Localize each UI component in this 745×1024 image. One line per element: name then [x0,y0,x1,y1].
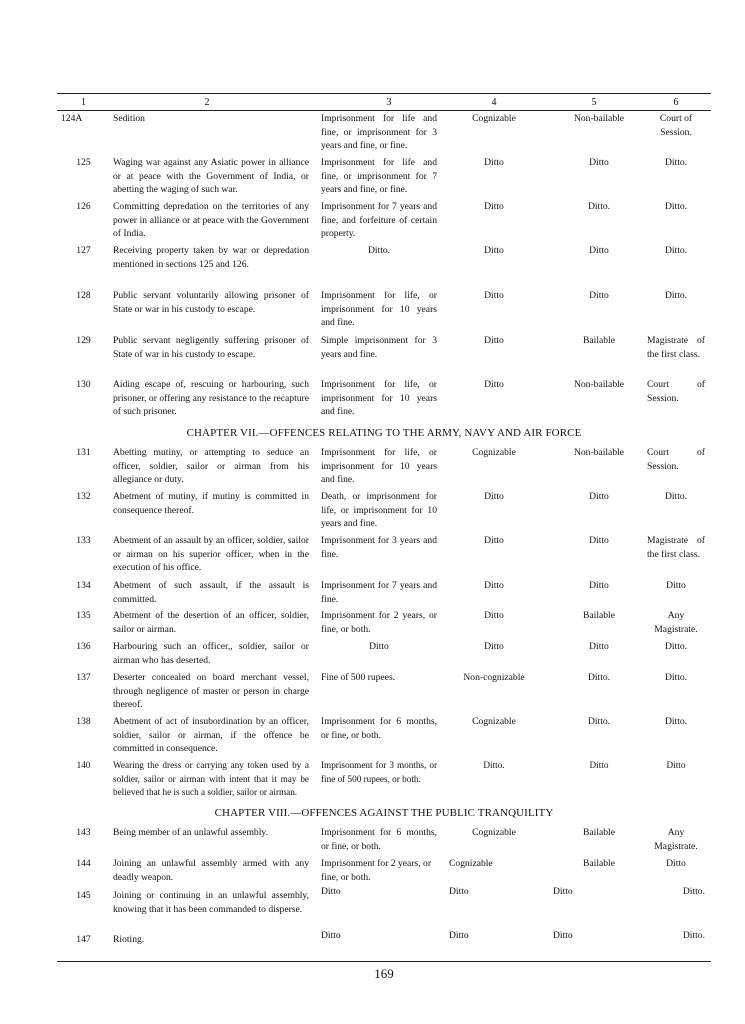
offence-text: Joining or continuing in an unlawful assembly, knowing that it has been commanded to disperse. [113,890,309,915]
section-number: 134 [76,580,91,591]
punishment-text: Fine of 500 rupees. [321,672,396,683]
court-cell: Ditto. [664,290,688,301]
section-number: 131 [76,447,91,458]
punishment-text: Imprisonment for 3 months, or fine of 500 rupees, or both. [321,760,437,784]
column-header-5: 5 [591,97,597,108]
cognizable-cell: Ditto [484,610,504,621]
section-number: 135 [76,610,91,621]
court-cell: Ditto [666,760,686,770]
offence-text: Committing depredation on the territories of any power in alliance or at peace with the Government of India. [113,201,309,240]
offence-text: Abetment of the desertion of an officer, soldier, sailor or airman. [113,610,309,635]
cognizable-cell: Ditto [484,245,504,256]
offence-text: Rioting. [113,934,145,945]
court-cell: Ditto. [664,672,688,683]
offence-text: Wearing the dress or carrying any token used by a soldier, sailor or airman with intent that it may be believed that he is such a soldier, sailor or airman. [113,760,309,798]
offence-text: Joining an unlawful assembly armed with any deadly weapon. [113,858,309,883]
bailable-cell: Ditto [589,535,609,546]
section-number: 147 [76,934,91,945]
cognizable-cell: Ditto [484,201,504,212]
court-cell: Magistrate of the first class. [647,335,705,360]
punishment-text: Ditto [321,930,341,941]
bailable-cell: Ditto. [587,716,611,727]
punishment-text: Imprisonment for life and fine, or imprisonment for 7 years and fine, or fine. [321,157,437,196]
bailable-cell: Ditto. [587,672,611,683]
section-number: 143 [76,827,91,838]
header-rule [57,110,711,111]
punishment-text: Ditto [321,886,341,897]
bailable-cell: Ditto [589,290,609,301]
chapter-heading: CHAPTER VIII.—OFFENCES AGAINST THE PUBLIC TRANQUILITY [214,807,554,819]
court-cell: Court of Session. [647,447,705,472]
bailable-cell: Non-bailable [573,379,625,390]
section-number: 127 [76,245,91,256]
punishment-text: Ditto. [367,245,391,256]
punishment-text: Imprisonment for 3 years and fine. [321,535,437,560]
bailable-cell: Bailable [583,827,615,838]
punishment-text: Imprisonment for 6 months, or fine, or both. [321,827,437,852]
court-cell: Ditto. [682,886,705,897]
court-cell: Court of Session. [659,113,693,138]
offence-text: Aiding escape of, rescuing or harbouring, such prisoner, or offering any resistance to the recapture of such prisoner. [113,379,309,418]
court-cell: Ditto. [664,491,688,502]
cognizable-cell: Non-cognizable [463,672,525,683]
punishment-text: Imprisonment for 6 months, or fine, or both. [321,716,437,741]
cognizable-cell: Cognizable [472,827,516,838]
section-number: 129 [76,335,91,346]
offence-text: Receiving property taken by war or depredation mentioned in sections 125 and 126. [113,245,309,270]
cognizable-cell: Ditto [484,157,504,168]
punishment-text: Imprisonment for life, or imprisonment for 10 years and fine. [321,379,437,418]
column-header-1: 1 [81,97,86,108]
cognizable-cell: Ditto [484,580,504,591]
cognizable-cell: Ditto [484,290,504,301]
bailable-cell: Ditto [589,491,609,502]
punishment-text: Simple imprisonment for 3 years and fine. [321,335,437,360]
bailable-cell: Ditto [589,760,609,770]
court-cell: Court of Session. [647,379,705,404]
court-cell: Ditto. [664,641,688,652]
document-page [57,0,711,1024]
bailable-cell: Non-bailable [573,447,625,458]
column-header-2: 2 [204,97,210,108]
offence-text: Public servant negligently suffering prisoner of State of war in his custody to escape. [113,335,309,360]
punishment-text: Imprisonment for life, or imprisonment for 10 years and fine. [321,447,437,486]
offence-text: Being member of an unlawful assembly. [113,827,268,838]
bottom-rule [57,961,711,962]
bailable-cell: Ditto [589,580,609,591]
bailable-cell: Ditto [589,641,609,652]
offence-text: Waging war against any Asiatic power in alliance or at peace with the Government of India, or abetting the waging of such war. [113,157,309,196]
cognizable-cell: Ditto [484,641,504,652]
section-number: 133 [76,535,91,546]
punishment-text: Ditto [369,641,389,652]
cognizable-cell: Cognizable [472,113,516,124]
column-header-6: 6 [673,97,679,108]
cognizable-cell: Ditto [484,491,504,502]
cognizable-cell: Cognizable [449,858,493,869]
court-cell: Any Magistrate. [654,827,698,852]
punishment-text: Imprisonment for 2 years, or fine, or both. [321,610,437,635]
cognizable-cell: Ditto [449,930,469,941]
court-cell: Ditto. [664,157,688,168]
offence-text: Public servant voluntarily allowing prisoner of State or war in his custody to escape. [113,290,309,315]
bailable-cell: Ditto [589,245,609,256]
court-cell: Ditto [666,580,686,591]
cognizable-cell: Cognizable [472,716,516,727]
section-number: 136 [76,641,91,652]
column-header-3: 3 [386,97,392,108]
punishment-text: Imprisonment for life, or imprisonment for 10 years and fine. [321,290,437,329]
cognizable-cell: Ditto [449,886,469,897]
section-number: 130 [76,379,91,390]
cognizable-cell: Ditto [484,335,504,346]
bailable-cell: Non-bailable [573,113,625,124]
section-number: 140 [76,760,91,770]
bailable-cell: Bailable [583,610,615,621]
court-cell: Ditto. [682,930,705,941]
chapter-heading: CHAPTER VII.—OFFENCES RELATING TO THE ARMY, NAVY AND AIR FORCE [186,427,582,439]
offence-text: Abetment of an assault by an officer, soldier, sailor or airman on his superior officer, when in the execution of his office. [113,535,309,574]
punishment-text: Imprisonment for 7 years and fine, and forfeiture of certain property. [321,201,437,240]
section-number: 126 [76,201,91,212]
section-number: 132 [76,491,91,502]
punishment-text: Imprisonment for 2 years, or fine, or both. [321,858,432,883]
offence-text: Abetting mutiny, or attempting to seduce an officer, soldier, sailor or airman from his allegiance or duty. [113,447,309,486]
bailable-cell: Ditto. [587,201,611,212]
page-number: 169 [374,966,394,981]
section-number: 144 [76,858,91,869]
bailable-cell: Bailable [583,335,615,346]
section-number: 145 [76,890,91,901]
offence-text: Abetment of such assault, if the assault is committed. [113,580,309,605]
top-rule [57,93,711,94]
section-number: 128 [76,290,91,301]
cognizable-cell: Ditto [484,379,504,390]
court-cell: Ditto. [664,716,688,727]
section-number: 125 [76,157,91,168]
bailable-cell: Ditto [553,886,573,897]
punishment-text: Imprisonment for 7 years and fine. [321,580,437,605]
cognizable-cell: Ditto [484,535,504,546]
bailable-cell: Ditto [589,157,609,168]
bailable-cell: Ditto [553,930,573,941]
section-number: 138 [76,716,91,727]
column-header-4: 4 [491,97,497,108]
punishment-text: Death, or imprisonment for life, or imprisonment for 10 years and fine. [321,491,437,530]
court-cell: Ditto. [664,245,688,256]
section-number: 137 [76,672,91,683]
offence-text: Deserter concealed on board merchant vessel, through negligence of master or person in charge thereof. [113,672,309,711]
court-cell: Ditto. [664,201,688,212]
offence-text: Abetment of act of insubordination by an officer, soldier, sailor or airman, if the offence be committed in consequence. [113,716,309,755]
court-cell: Magistrate of the first class. [647,535,705,560]
court-cell: Any Magistrate. [654,610,698,635]
offence-text: Abetment of mutiny, if mutiny is committed in consequence thereof. [113,491,309,516]
offence-text: Sedition [113,113,145,124]
bailable-cell: Bailable [583,858,615,869]
court-cell: Ditto [666,858,686,869]
offence-text: Harbouring such an officer,, soldier, sailor or airman who has deserted. [113,641,309,666]
cognizable-cell: Cognizable [472,447,516,458]
punishment-text: Imprisonment for life and fine, or imprisonment for 3 years and fine, or fine. [321,113,437,152]
section-number: 124A [61,113,83,124]
cognizable-cell: Ditto. [483,760,505,770]
